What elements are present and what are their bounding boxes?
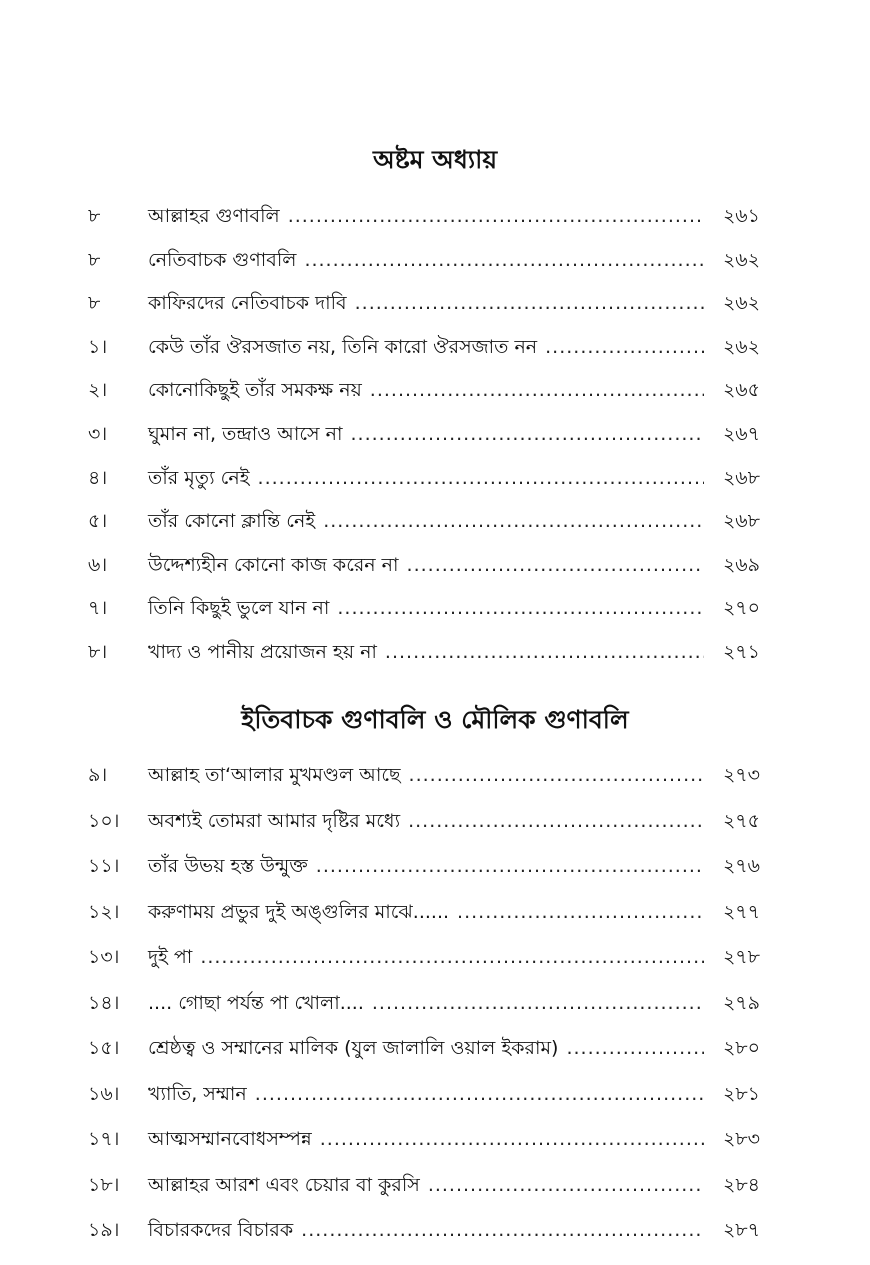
entry-page-number: ২৮০ [722,1037,760,1059]
entry-number: ৪। [88,466,108,489]
entry-page-number: ২৬১ [722,205,760,227]
dot-leader [566,1031,704,1065]
entry-page-number: ২৮৪ [722,1173,760,1196]
toc-entry [88,243,760,277]
toc-entry [88,804,760,838]
toc-entry [88,504,760,538]
entry-page-number: ২৭৮ [722,946,760,968]
entry-title: তাঁর উভয় হস্ত উন্মুক্ত [148,855,308,877]
entry-page-number: ২৭০ [722,597,760,620]
entry-title: তাঁর কোনো ক্লান্তি নেই [148,510,316,533]
toc-entry [88,373,760,407]
entry-number: ৮ [88,292,101,315]
dot-leader [370,373,704,407]
entry-title: করুণাময় প্রভুর দুই অঙ্গুলির মাঝে...... [148,900,450,923]
toc-entry [88,548,760,582]
entry-page-number: ২৭৯ [722,991,760,1014]
entry-title: তাঁর মৃত্যু নেই [148,466,250,489]
dot-leader [545,330,704,364]
entry-title: তিনি কিছুই ভুলে যান না [148,597,330,620]
entry-page-number: ২৬৮ [722,510,760,533]
entry-number: ১৪। [88,991,120,1014]
dot-leader [258,461,704,495]
entry-page-number: ২৭৬ [722,855,760,877]
entry-number: ৩। [88,423,108,445]
dot-leader [385,635,704,669]
entry-page-number: ২৭৭ [722,900,760,923]
toc-entry [88,1122,760,1156]
entry-page-number: ২৬৯ [722,553,760,576]
entry-number: ১২। [88,900,120,923]
entry-number: ১১। [88,855,120,877]
entry-title: বিচারকদের বিচারক [148,1219,294,1241]
toc-entry [88,330,760,364]
entry-number: ১৭। [88,1128,120,1150]
toc-entry [88,286,760,320]
dot-leader [337,591,704,625]
entry-title: আল্লাহর আরশ এবং চেয়ার বা কুরসি [148,1173,420,1196]
entry-number: ২। [88,379,108,402]
entry-page-number: ২৭১ [722,641,760,663]
dot-leader [320,1122,704,1156]
entry-page-number: ২৬৫ [722,379,760,402]
entry-page-number: ২৬২ [722,292,760,315]
entry-title: শ্রেষ্ঠত্ব ও সম্মানের মালিক (যুল জালালি ওয়াল ইকরাম) [148,1037,559,1059]
dot-leader [457,895,704,929]
entry-number: ১৯। [88,1219,120,1241]
entry-number: ১। [88,335,108,358]
toc-entry [88,895,760,929]
entry-title: দুই পা [148,946,193,968]
entry-number: ৮। [88,641,108,663]
section-heading: ইতিবাচক গুণাবলি ও মৌলিক গুণাবলি [241,705,629,734]
dot-leader [323,504,704,538]
toc-entry [88,635,760,669]
toc-entry [88,1168,760,1202]
toc-entry [88,1077,760,1111]
entry-title: আল্লাহ তা‘আলার মুখমণ্ডল আছে [148,764,401,786]
entry-number: ১৬। [88,1082,120,1105]
entry-number: ১৮। [88,1173,120,1196]
entry-title: আল্লাহর গুণাবলি [148,205,280,227]
entry-page-number: ২৮৭ [722,1219,760,1241]
entry-page-number: ২৬৭ [722,423,760,445]
dot-leader [355,286,704,320]
chapter-heading: অষ্টম অধ্যায় [372,145,498,174]
toc-entry [88,758,760,792]
dot-leader [288,199,704,233]
entry-number: ৫। [88,510,108,533]
dot-leader [255,1077,704,1111]
entry-number: ৮ [88,205,101,227]
toc-entry [88,986,760,1020]
entry-title: ঘুমান না, তন্দ্রাও আসে না [148,423,343,445]
entry-title: অবশ্যই তোমরা আমার দৃষ্টির মধ্যে [148,809,401,832]
entry-page-number: ২৮৩ [722,1128,760,1150]
toc-entry [88,461,760,495]
dot-leader [316,849,704,883]
dot-leader [408,804,704,838]
dot-leader [200,940,704,974]
entry-number: ৬। [88,553,108,576]
entry-title: কাফিরদের নেতিবাচক দাবি [148,292,347,315]
entry-title: উদ্দেশ্যহীন কোনো কাজ করেন না [148,553,399,576]
entry-title: খ্যাতি, সম্মান [148,1082,247,1105]
entry-page-number: ২৭৩ [722,764,760,786]
entry-page-number: ২৬৮ [722,466,760,489]
entry-title: খাদ্য ও পানীয় প্রয়োজন হয় না [148,641,377,663]
entry-number: ১৩। [88,946,120,968]
entry-title: .... গোছা পর্যন্ত পা খোলা.... [148,991,364,1014]
dot-leader [304,243,704,277]
entry-number: ১৫। [88,1037,120,1059]
entry-title: আত্মসম্মানবোধসম্পন্ন [148,1128,312,1150]
toc-entry [88,417,760,451]
dot-leader [407,548,704,582]
entry-number: ৭। [88,597,108,620]
toc-entry [88,940,760,974]
entry-title: নেতিবাচক গুণাবলি [148,248,297,271]
entry-number: ৯। [88,764,108,786]
dot-leader [409,758,704,792]
entry-title: কোনোকিছুই তাঁর সমকক্ষ নয় [148,379,362,402]
dot-leader [428,1168,704,1202]
toc-entry [88,199,760,233]
entry-page-number: ২৭৫ [722,809,760,832]
dot-leader [351,417,704,451]
toc-entry [88,1031,760,1065]
dot-leader [372,986,704,1020]
entry-number: ১০। [88,809,120,832]
toc-entry [88,849,760,883]
toc-entry [88,591,760,625]
entry-title: কেউ তাঁর ঔরসজাত নয়, তিনি কারো ঔরসজাত নন [148,335,538,358]
entry-page-number: ২৮১ [722,1082,760,1105]
dot-leader [301,1213,704,1247]
toc-entry [88,1213,760,1247]
entry-page-number: ২৬২ [722,335,760,358]
entry-page-number: ২৬২ [722,248,760,271]
entry-number: ৮ [88,248,101,271]
